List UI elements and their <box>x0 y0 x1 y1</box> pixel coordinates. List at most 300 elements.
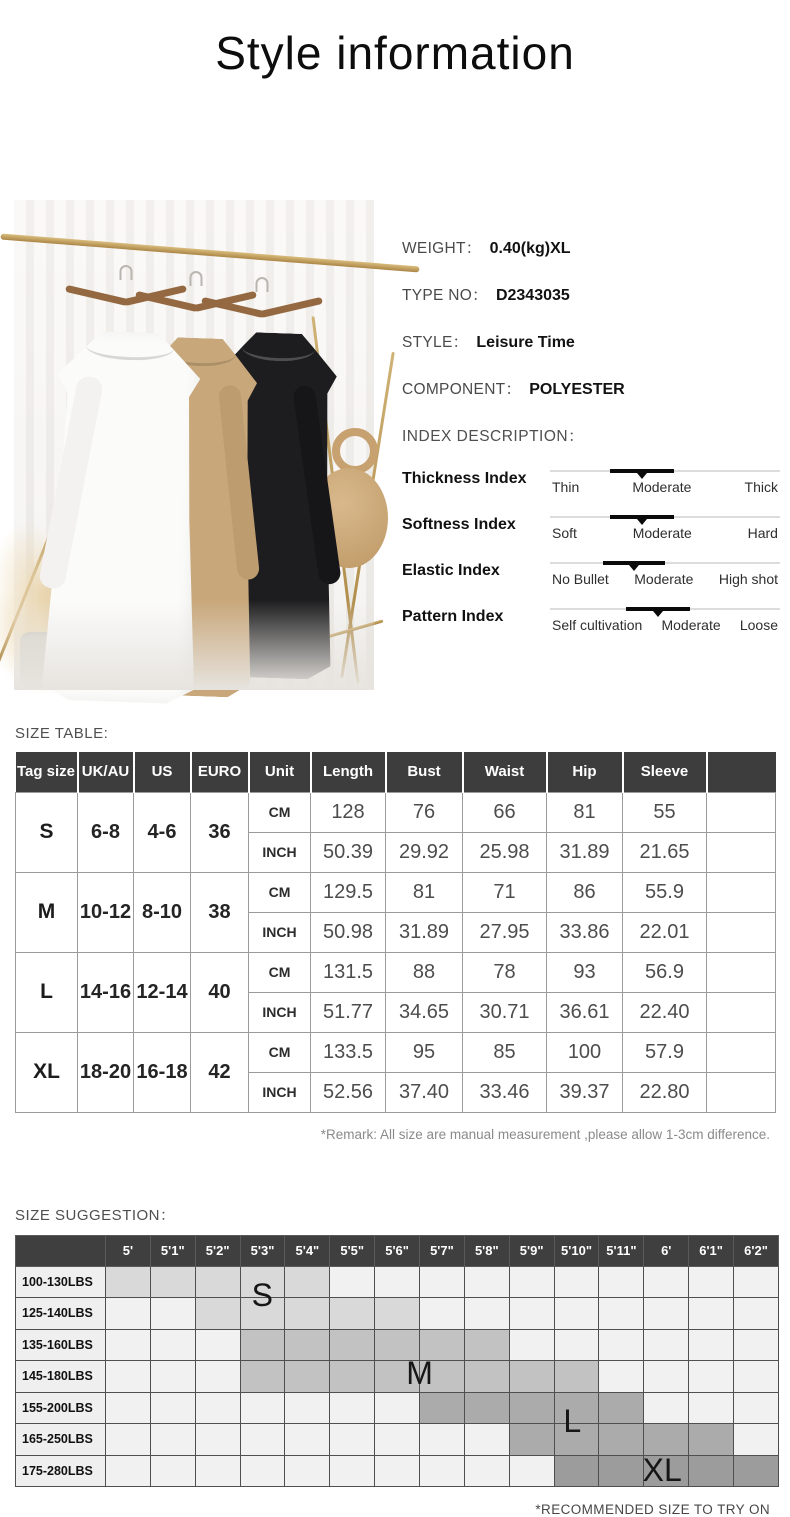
weight-label-cell: 135-160LBS <box>16 1329 106 1361</box>
grid-cell <box>375 1424 420 1456</box>
measurement-cell: 81 <box>386 872 463 912</box>
height-header-cell: 5'9" <box>509 1235 554 1266</box>
measurement-cell: 128 <box>311 792 386 832</box>
detail-value: POLYESTER <box>529 381 624 399</box>
hanger-hook-icon <box>256 277 269 292</box>
size-region-cell-m <box>330 1329 375 1361</box>
recommended-size-note: *RECOMMENDED SIZE TO TRY ON <box>0 1502 770 1517</box>
measurement-cell: 31.89 <box>386 912 463 952</box>
height-header-cell: 5'5" <box>330 1235 375 1266</box>
ukau-cell: 18-20 <box>78 1032 134 1112</box>
size-suggestion-section <box>0 1204 790 1517</box>
index-marker-icon <box>637 519 647 525</box>
weight-label-cell: 175-280LBS <box>16 1455 106 1487</box>
measurement-cell: 133.5 <box>311 1032 386 1072</box>
grid-cell <box>106 1298 151 1330</box>
size-column-header: EURO <box>191 752 249 792</box>
index-row <box>402 604 780 633</box>
hanger-hook-icon <box>190 271 203 286</box>
grid-cell <box>599 1298 644 1330</box>
weight-row <box>16 1392 779 1424</box>
weight-row <box>16 1298 779 1330</box>
grid-cell <box>420 1455 465 1487</box>
grid-cell <box>599 1329 644 1361</box>
straw-bag-handle <box>332 428 378 474</box>
measurement-cell: 81 <box>547 792 623 832</box>
size-table-section <box>0 725 790 1142</box>
us-cell: 12-14 <box>134 952 191 1032</box>
top-area <box>0 80 790 725</box>
measurement-cell: 29.92 <box>386 832 463 872</box>
product-detail-row <box>402 236 780 258</box>
product-details-list <box>402 236 780 399</box>
ukau-cell: 14-16 <box>78 952 134 1032</box>
measurement-cell: 22.40 <box>623 992 707 1032</box>
size-region-cell-l <box>644 1424 689 1456</box>
size-column-header: Length <box>311 752 386 792</box>
grid-cell <box>464 1298 509 1330</box>
size-region-cell-l <box>554 1392 599 1424</box>
measurement-cell: 57.9 <box>623 1032 707 1072</box>
euro-cell: 38 <box>191 872 249 952</box>
size-region-cell-m <box>285 1329 330 1361</box>
size-region-cell-xl <box>689 1455 734 1487</box>
measurement-cell: 52.56 <box>311 1072 386 1112</box>
size-column-header: UK/AU <box>78 752 134 792</box>
grid-cell <box>330 1455 375 1487</box>
grid-cell <box>330 1266 375 1298</box>
grid-cell <box>509 1266 554 1298</box>
size-column-header: Sleeve <box>623 752 707 792</box>
measurement-cell: 85 <box>463 1032 547 1072</box>
measurement-cell: 55.9 <box>623 872 707 912</box>
weight-row <box>16 1424 779 1456</box>
measurement-cell: 88 <box>386 952 463 992</box>
size-region-label-xl: XL <box>643 1454 682 1486</box>
grid-cell <box>330 1424 375 1456</box>
measurement-cell: 21.65 <box>623 832 707 872</box>
detail-value: 0.40(kg)XL <box>490 240 571 258</box>
grid-cell <box>420 1298 465 1330</box>
grid-cell <box>195 1424 240 1456</box>
index-bar <box>550 604 780 614</box>
grid-cell <box>240 1392 285 1424</box>
index-bar-wrap <box>550 604 780 633</box>
tag-size-cell: XL <box>16 1032 78 1112</box>
weight-row <box>16 1455 779 1487</box>
floor-shadow <box>14 600 374 690</box>
grid-cell <box>150 1298 195 1330</box>
size-region-cell-m <box>285 1361 330 1393</box>
grid-cell <box>599 1361 644 1393</box>
grid-cell <box>734 1361 779 1393</box>
index-name: Pattern Index <box>402 604 550 633</box>
index-bar <box>550 558 780 568</box>
height-header-cell: 5'1" <box>150 1235 195 1266</box>
index-bar-wrap <box>550 558 780 587</box>
index-option: Self cultivation <box>552 617 642 633</box>
index-bar <box>550 466 780 476</box>
height-header-row <box>16 1235 779 1266</box>
size-region-cell-l <box>509 1424 554 1456</box>
size-region-cell-s <box>240 1298 285 1330</box>
index-option: Moderate <box>661 617 720 633</box>
height-header-cell: 5'10" <box>554 1235 599 1266</box>
weight-row <box>16 1329 779 1361</box>
product-photo <box>14 200 374 690</box>
weight-row <box>16 1361 779 1393</box>
grid-cell <box>734 1329 779 1361</box>
tag-size-cell: L <box>16 952 78 1032</box>
size-row-cm <box>16 1032 776 1072</box>
measurement-cell: 100 <box>547 1032 623 1072</box>
size-region-cell-m <box>420 1361 465 1393</box>
detail-label: COMPONENT： <box>402 377 521 399</box>
size-table-remark: *Remark: All size are manual measurement ,please allow 1-3cm difference. <box>0 1127 770 1142</box>
size-region-cell-l <box>599 1424 644 1456</box>
index-bar-wrap <box>550 512 780 541</box>
size-suggestion-grid <box>15 1235 779 1488</box>
grid-cell <box>150 1455 195 1487</box>
index-options <box>550 479 780 495</box>
grid-cell <box>644 1361 689 1393</box>
ukau-cell: 10-12 <box>78 872 134 952</box>
index-option: Moderate <box>634 571 693 587</box>
size-region-cell-m <box>464 1329 509 1361</box>
measurement-cell: 37.40 <box>386 1072 463 1112</box>
grid-cell <box>195 1361 240 1393</box>
index-bar-track <box>550 562 780 564</box>
grid-cell <box>464 1266 509 1298</box>
detail-value: D2343035 <box>496 287 570 305</box>
product-detail-row <box>402 377 780 399</box>
corner-header-cell <box>16 1235 106 1266</box>
index-option: Moderate <box>632 479 691 495</box>
detail-value: Leisure Time <box>476 334 574 352</box>
grid-cell <box>285 1455 330 1487</box>
index-options <box>550 617 780 633</box>
index-row <box>402 512 780 541</box>
page-title: Style information <box>0 0 790 80</box>
wooden-hanger <box>66 278 186 312</box>
size-region-cell-m <box>554 1361 599 1393</box>
size-row-cm <box>16 872 776 912</box>
grid-cell <box>464 1424 509 1456</box>
grid-cell <box>689 1392 734 1424</box>
grid-cell <box>285 1392 330 1424</box>
index-bar-wrap <box>550 466 780 495</box>
grid-cell <box>150 1361 195 1393</box>
measurement-cell: 31.89 <box>547 832 623 872</box>
grid-cell <box>689 1329 734 1361</box>
index-marker-icon <box>629 565 639 571</box>
unit-cell: CM <box>249 952 311 992</box>
size-table <box>15 752 776 1113</box>
size-suggestion-heading: SIZE SUGGESTION： <box>15 1204 790 1225</box>
unit-cell: INCH <box>249 992 311 1032</box>
size-region-cell-m <box>509 1361 554 1393</box>
dress-neckline <box>85 333 174 362</box>
index-option: Loose <box>740 617 778 633</box>
weight-label-cell: 155-200LBS <box>16 1392 106 1424</box>
measurement-cell: 56.9 <box>623 952 707 992</box>
grid-cell <box>375 1455 420 1487</box>
unit-cell: CM <box>249 1032 311 1072</box>
size-region-cell-xl <box>734 1455 779 1487</box>
measurement-cell: 86 <box>547 872 623 912</box>
empty-cell <box>707 952 776 992</box>
measurement-cell: 36.61 <box>547 992 623 1032</box>
size-region-cell-xl <box>554 1455 599 1487</box>
grid-cell <box>420 1424 465 1456</box>
measurement-cell: 22.80 <box>623 1072 707 1112</box>
empty-cell <box>707 992 776 1032</box>
index-row <box>402 558 780 587</box>
height-header-cell: 5'2" <box>195 1235 240 1266</box>
index-description-heading: INDEX DESCRIPTION： <box>402 424 780 446</box>
index-name: Thickness Index <box>402 466 550 495</box>
grid-cell <box>689 1266 734 1298</box>
grid-cell <box>375 1266 420 1298</box>
measurement-cell: 50.98 <box>311 912 386 952</box>
weight-label-cell: 145-180LBS <box>16 1361 106 1393</box>
grid-cell <box>150 1424 195 1456</box>
index-name: Softness Index <box>402 512 550 541</box>
index-option: Hard <box>748 525 778 541</box>
height-header-cell: 5'8" <box>464 1235 509 1266</box>
empty-cell <box>707 792 776 832</box>
grid-cell <box>734 1298 779 1330</box>
size-region-cell-s <box>106 1266 151 1298</box>
size-region-cell-s <box>240 1266 285 1298</box>
grid-cell <box>375 1392 420 1424</box>
grid-cell <box>689 1361 734 1393</box>
measurement-cell: 93 <box>547 952 623 992</box>
empty-cell <box>707 872 776 912</box>
height-header-cell: 5'7" <box>420 1235 465 1266</box>
measurement-cell: 55 <box>623 792 707 832</box>
size-region-cell-s <box>285 1298 330 1330</box>
size-region-cell-s <box>375 1298 420 1330</box>
size-row-cm <box>16 792 776 832</box>
grid-cell <box>330 1392 375 1424</box>
weight-label-cell: 100-130LBS <box>16 1266 106 1298</box>
size-region-cell-s <box>150 1266 195 1298</box>
empty-cell <box>707 1032 776 1072</box>
grid-cell <box>195 1455 240 1487</box>
size-column-header: US <box>134 752 191 792</box>
index-option: No Bullet <box>552 571 609 587</box>
size-region-cell-l <box>420 1392 465 1424</box>
size-region-cell-l <box>509 1392 554 1424</box>
grid-cell <box>644 1298 689 1330</box>
measurement-cell: 131.5 <box>311 952 386 992</box>
index-options <box>550 571 780 587</box>
height-header-cell: 6' <box>644 1235 689 1266</box>
grid-cell <box>150 1392 195 1424</box>
us-cell: 16-18 <box>134 1032 191 1112</box>
height-header-cell: 5'4" <box>285 1235 330 1266</box>
index-option: Moderate <box>633 525 692 541</box>
measurement-cell: 39.37 <box>547 1072 623 1112</box>
grid-cell <box>106 1455 151 1487</box>
grid-cell <box>464 1455 509 1487</box>
grid-cell <box>420 1266 465 1298</box>
index-options <box>550 525 780 541</box>
size-region-label-m: M <box>406 1357 433 1389</box>
unit-cell: INCH <box>249 1072 311 1112</box>
grid-cell <box>240 1455 285 1487</box>
measurement-cell: 71 <box>463 872 547 912</box>
height-header-cell: 5'3" <box>240 1235 285 1266</box>
measurement-cell: 95 <box>386 1032 463 1072</box>
height-header-cell: 5'11" <box>599 1235 644 1266</box>
height-header-cell: 5' <box>106 1235 151 1266</box>
euro-cell: 40 <box>191 952 249 1032</box>
detail-label: TYPE NO： <box>402 283 488 305</box>
size-column-header: Waist <box>463 752 547 792</box>
measurement-cell: 129.5 <box>311 872 386 912</box>
size-column-header: Unit <box>249 752 311 792</box>
grid-cell <box>599 1266 644 1298</box>
weight-label-cell: 125-140LBS <box>16 1298 106 1330</box>
size-suggestion-grid-wrap <box>15 1235 779 1488</box>
size-row-cm <box>16 952 776 992</box>
size-region-cell-l <box>464 1392 509 1424</box>
size-column-header: Bust <box>386 752 463 792</box>
unit-cell: INCH <box>249 912 311 952</box>
empty-cell <box>707 912 776 952</box>
measurement-cell: 76 <box>386 792 463 832</box>
tag-size-cell: S <box>16 792 78 872</box>
measurement-cell: 66 <box>463 792 547 832</box>
measurement-cell: 33.86 <box>547 912 623 952</box>
index-description-list <box>402 466 780 633</box>
detail-label: WEIGHT： <box>402 236 482 258</box>
index-marker-icon <box>637 473 647 479</box>
measurement-cell: 22.01 <box>623 912 707 952</box>
size-region-cell-s <box>330 1298 375 1330</box>
size-region-cell-s <box>285 1266 330 1298</box>
grid-cell <box>554 1266 599 1298</box>
measurement-cell: 25.98 <box>463 832 547 872</box>
hanger-hook-icon <box>120 265 133 280</box>
size-region-cell-s <box>195 1266 240 1298</box>
weight-row <box>16 1266 779 1298</box>
size-region-cell-m <box>420 1329 465 1361</box>
grid-cell <box>509 1455 554 1487</box>
product-detail-row <box>402 283 780 305</box>
tag-size-cell: M <box>16 872 78 952</box>
measurement-cell: 30.71 <box>463 992 547 1032</box>
index-name: Elastic Index <box>402 558 550 587</box>
measurement-cell: 78 <box>463 952 547 992</box>
measurement-cell: 27.95 <box>463 912 547 952</box>
measurement-cell: 34.65 <box>386 992 463 1032</box>
grid-cell <box>285 1424 330 1456</box>
size-region-cell-m <box>240 1329 285 1361</box>
measurement-cell: 50.39 <box>311 832 386 872</box>
size-region-cell-l <box>689 1424 734 1456</box>
index-option: Thin <box>552 479 579 495</box>
height-header-cell: 5'6" <box>375 1235 420 1266</box>
grid-cell <box>106 1329 151 1361</box>
grid-cell <box>554 1329 599 1361</box>
index-option: Soft <box>552 525 577 541</box>
size-table-header-row <box>16 752 776 792</box>
index-option: High shot <box>719 571 778 587</box>
grid-cell <box>734 1424 779 1456</box>
index-marker-icon <box>653 611 663 617</box>
index-bar <box>550 512 780 522</box>
index-row <box>402 466 780 495</box>
empty-cell <box>707 1072 776 1112</box>
size-column-header <box>707 752 776 792</box>
grid-cell <box>240 1424 285 1456</box>
grid-cell <box>644 1392 689 1424</box>
grid-cell <box>195 1392 240 1424</box>
size-region-cell-m <box>375 1361 420 1393</box>
grid-cell <box>150 1329 195 1361</box>
size-region-cell-s <box>195 1298 240 1330</box>
unit-cell: INCH <box>249 832 311 872</box>
size-region-cell-m <box>240 1361 285 1393</box>
size-region-cell-xl <box>644 1455 689 1487</box>
size-region-label-s: S <box>252 1279 273 1311</box>
ukau-cell: 6-8 <box>78 792 134 872</box>
size-region-cell-m <box>330 1361 375 1393</box>
product-detail-row <box>402 330 780 352</box>
size-region-cell-l <box>554 1424 599 1456</box>
us-cell: 8-10 <box>134 872 191 952</box>
size-region-cell-l <box>599 1392 644 1424</box>
size-table-heading: SIZE TABLE: <box>15 725 790 742</box>
grid-cell <box>106 1424 151 1456</box>
index-option: Thick <box>745 479 778 495</box>
grid-cell <box>509 1298 554 1330</box>
grid-cell <box>106 1361 151 1393</box>
grid-cell <box>644 1266 689 1298</box>
size-column-header: Tag size <box>16 752 78 792</box>
product-details-column <box>402 236 780 650</box>
unit-cell: CM <box>249 872 311 912</box>
size-region-cell-m <box>375 1329 420 1361</box>
detail-label: STYLE： <box>402 330 468 352</box>
size-region-cell-m <box>464 1361 509 1393</box>
euro-cell: 36 <box>191 792 249 872</box>
dress-neckline <box>242 334 316 363</box>
grid-cell <box>689 1298 734 1330</box>
size-region-cell-xl <box>599 1455 644 1487</box>
euro-cell: 42 <box>191 1032 249 1112</box>
grid-cell <box>734 1392 779 1424</box>
measurement-cell: 33.46 <box>463 1072 547 1112</box>
grid-cell <box>554 1298 599 1330</box>
size-region-label-l: L <box>563 1405 581 1437</box>
measurement-cell: 51.77 <box>311 992 386 1032</box>
height-header-cell: 6'1" <box>689 1235 734 1266</box>
grid-cell <box>106 1392 151 1424</box>
grid-cell <box>195 1329 240 1361</box>
height-header-cell: 6'2" <box>734 1235 779 1266</box>
unit-cell: CM <box>249 792 311 832</box>
grid-cell <box>734 1266 779 1298</box>
us-cell: 4-6 <box>134 792 191 872</box>
empty-cell <box>707 832 776 872</box>
weight-label-cell: 165-250LBS <box>16 1424 106 1456</box>
grid-cell <box>509 1329 554 1361</box>
size-column-header: Hip <box>547 752 623 792</box>
